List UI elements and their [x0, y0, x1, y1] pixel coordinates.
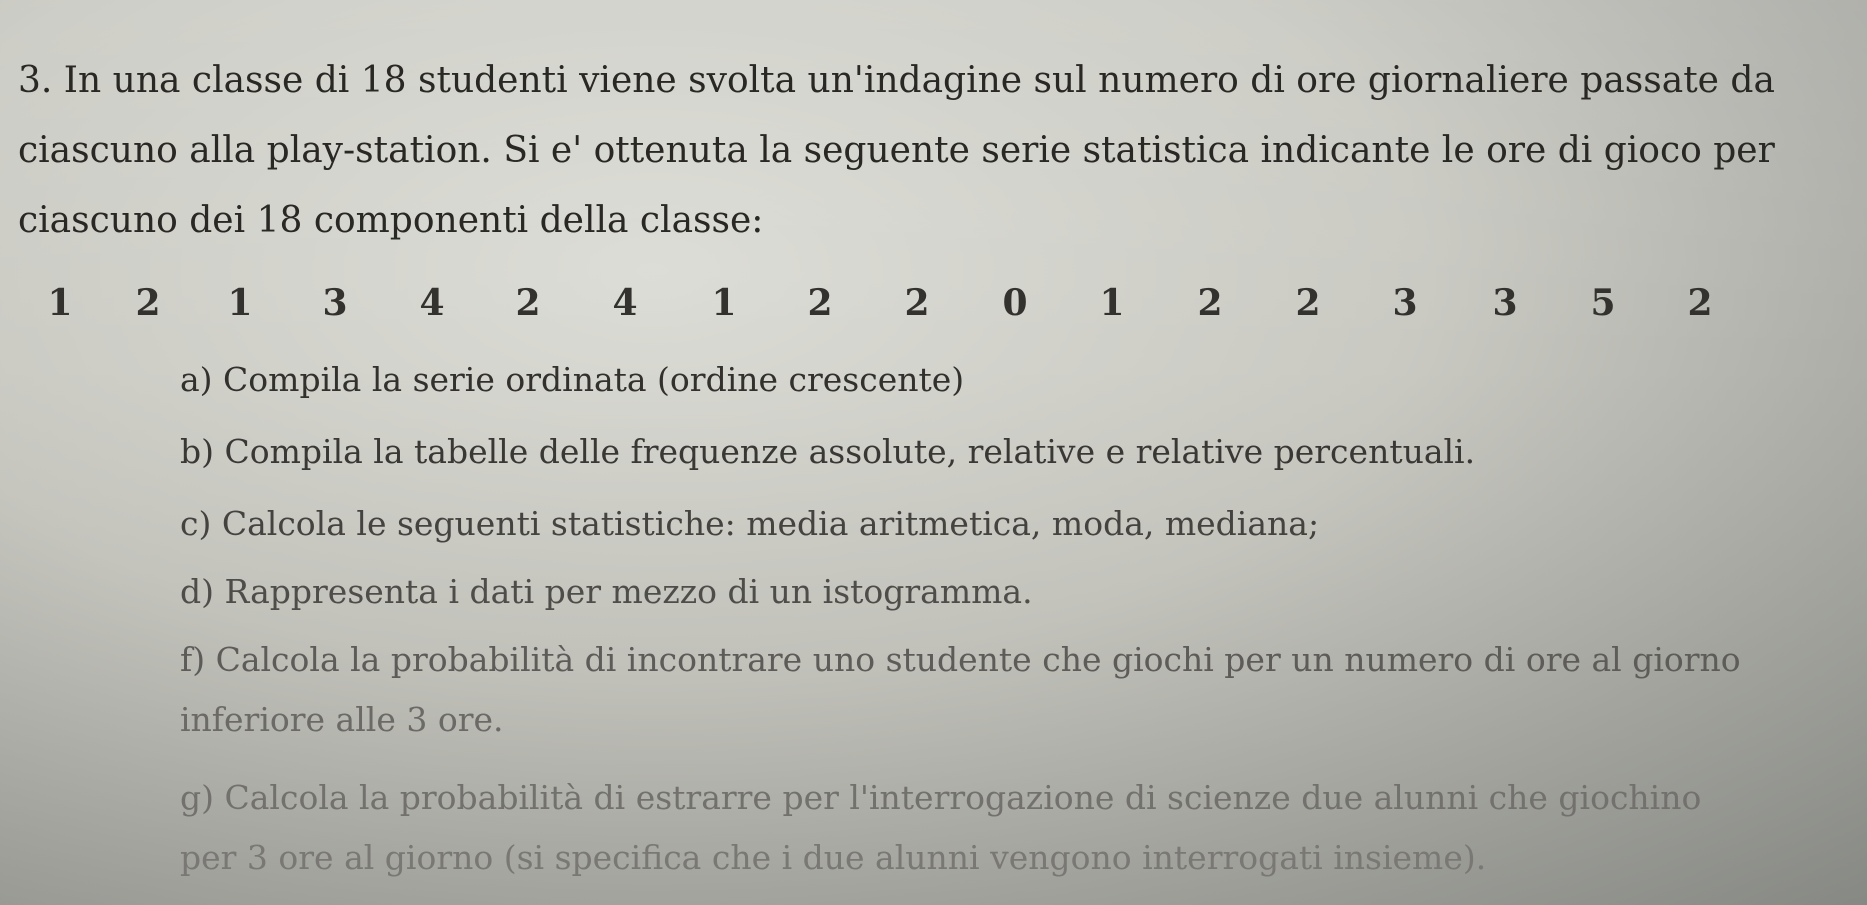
data-series — [40, 282, 1800, 334]
task-c: c) Calcola le seguenti statistiche: media aritmetica, moda, mediana; — [180, 504, 1320, 543]
series-value: 3 — [1392, 282, 1418, 324]
series-value: 2 — [135, 282, 161, 324]
intro-line-1: 3. In una classe di 18 studenti viene svolta un'indagine sul numero di ore giornaliere passate da — [18, 60, 1775, 101]
series-value: 1 — [47, 282, 73, 324]
series-value: 1 — [711, 282, 737, 324]
series-value: 0 — [1002, 282, 1028, 324]
series-value: 5 — [1590, 282, 1616, 324]
task-d: d) Rappresenta i dati per mezzo di un istogramma. — [180, 572, 1033, 611]
task-f-line-1: f) Calcola la probabilità di incontrare uno studente che giochi per un numero di ore al giorno — [180, 640, 1741, 679]
series-value: 4 — [419, 282, 445, 324]
series-value: 2 — [515, 282, 541, 324]
task-g-line-1: g) Calcola la probabilità di estrarre per l'interrogazione di scienze due alunni che giochino — [180, 778, 1702, 817]
series-value: 2 — [1295, 282, 1321, 324]
intro-line-2: ciascuno alla play-station. Si e' ottenuta la seguente serie statistica indicante le ore di gioco per — [18, 130, 1775, 171]
series-value: 4 — [612, 282, 638, 324]
intro-line-3: ciascuno dei 18 componenti della classe: — [18, 200, 764, 241]
exercise-intro — [18, 46, 1848, 256]
task-g-line-2: per 3 ore al giorno (si specifica che i due alunni vengono interrogati insieme). — [180, 838, 1487, 877]
series-value: 1 — [1099, 282, 1125, 324]
series-value: 2 — [904, 282, 930, 324]
series-value: 2 — [1687, 282, 1713, 324]
series-value: 1 — [227, 282, 253, 324]
task-b: b) Compila la tabelle delle frequenze assolute, relative e relative percentuali. — [180, 432, 1476, 471]
task-a: a) Compila la serie ordinata (ordine crescente) — [180, 360, 965, 399]
task-f-line-2: inferiore alle 3 ore. — [180, 700, 504, 739]
series-value: 2 — [1197, 282, 1223, 324]
series-value: 3 — [322, 282, 348, 324]
series-value: 2 — [807, 282, 833, 324]
series-value: 3 — [1492, 282, 1518, 324]
